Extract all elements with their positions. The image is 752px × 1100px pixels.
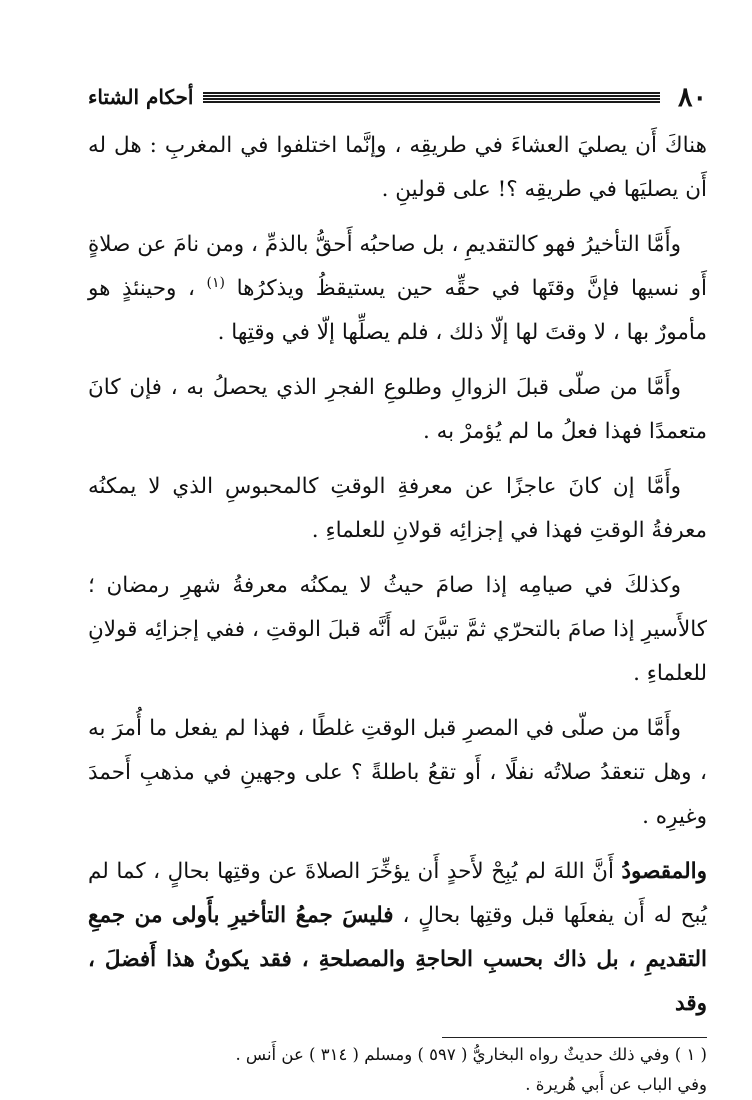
paragraph-2 bbox=[88, 223, 707, 355]
page-header bbox=[88, 80, 707, 114]
header-rule bbox=[203, 92, 660, 103]
paragraph-2-text-b: ، وحينئذٍ هو مأمورٌ بها ، لا وقتَ لها إلّا ذلك ، فلم يصلِّها إلّا في وقتِها . bbox=[88, 276, 707, 345]
paragraph-2-text-a: وأَمَّا التأخيرُ فهو كالتقديمِ ، بل صاحبُه أَحقُّ بالذمِّ ، ومن نامَ عن صلاةٍ أَو نسيها فإنَّ وقتَها في حقِّه حين يستيقظُ ويذكرُها bbox=[88, 232, 707, 301]
footnotes bbox=[88, 1038, 707, 1100]
paragraph-4: وأَمَّا إن كانَ عاجزًا عن معرفةِ الوقتِ كالمحبوسِ الذي لا يمكنُه معرفةُ الوقتِ فهذا في إجزائِه قولانِ للعلماءِ . bbox=[88, 474, 707, 543]
footnote-1-continued: وفي الباب عن أَبي هُريرة . bbox=[525, 1075, 707, 1094]
body-text bbox=[88, 124, 707, 1026]
paragraph-6: وأَمَّا من صلّى في المصرِ قبل الوقتِ غلطًا ، فهذا لم يفعل ما أُمرَ به ، وهل تنعقدُ صلاتُه نفلًا ، أَو تقعُ باطلةً ؟ على وجهينِ في مذهبِ أَحمدَ وغيرِه . bbox=[88, 716, 707, 829]
footnote-1: ( ١ ) وفي ذلك حديثٌ رواه البخاريُّ ( ٥٩٧ ) ومسلم ( ٣١٤ ) عن أَنس . bbox=[235, 1045, 707, 1064]
footnote-reference-1[interactable]: (١) bbox=[206, 274, 226, 291]
paragraph-7-bold-lead: والمقصودُ bbox=[621, 859, 707, 884]
book-title: أحكام الشتاء bbox=[88, 85, 194, 109]
paragraph-3: وأَمَّا من صلّى قبلَ الزوالِ وطلوعِ الفجرِ الذي يحصلُ به ، فإن كانَ متعمدًا فهذا فعلُ ما لم يُؤمرْ به . bbox=[88, 375, 707, 444]
page-number: ٨٠ bbox=[677, 81, 707, 113]
paragraph-7-bold-text: فليسَ جمعُ التأخيرِ بأَولى من جمعِ التقديمِ ، بل ذاك بحسبِ الحاجةِ والمصلحةِ ، فقد يكونُ هذا أَفضلَ ، وقد bbox=[88, 903, 707, 1016]
paragraph-5: وكذلكَ في صيامِه إذا صامَ حيثُ لا يمكنُه معرفةُ شهرِ رمضان ؛ كالأَسيرِ إذا صامَ بالتحرّي ثمَّ تبيَّنَ له أَنَّه قبلَ الوقتِ ، ففي إجزائِه قولانِ للعلماءِ . bbox=[88, 573, 707, 686]
paragraph-7-text: أَنَّ اللهَ لم يُبِحْ لأَحدٍ أَن يؤخِّرَ الصلاةَ عن وقتِها بحالٍ ، كما لم يُبح له أَن يفعلَها قبل وقتِها بحالٍ ، bbox=[88, 859, 707, 928]
paragraph-1: هناكَ أَن يصليَ العشاءَ في طريقِه ، وإنَّما اختلفوا في المغربِ : هل له أَن يصليَها في طريقِه ؟! على قولينِ . bbox=[88, 133, 707, 202]
paragraph-7 bbox=[88, 850, 707, 1026]
